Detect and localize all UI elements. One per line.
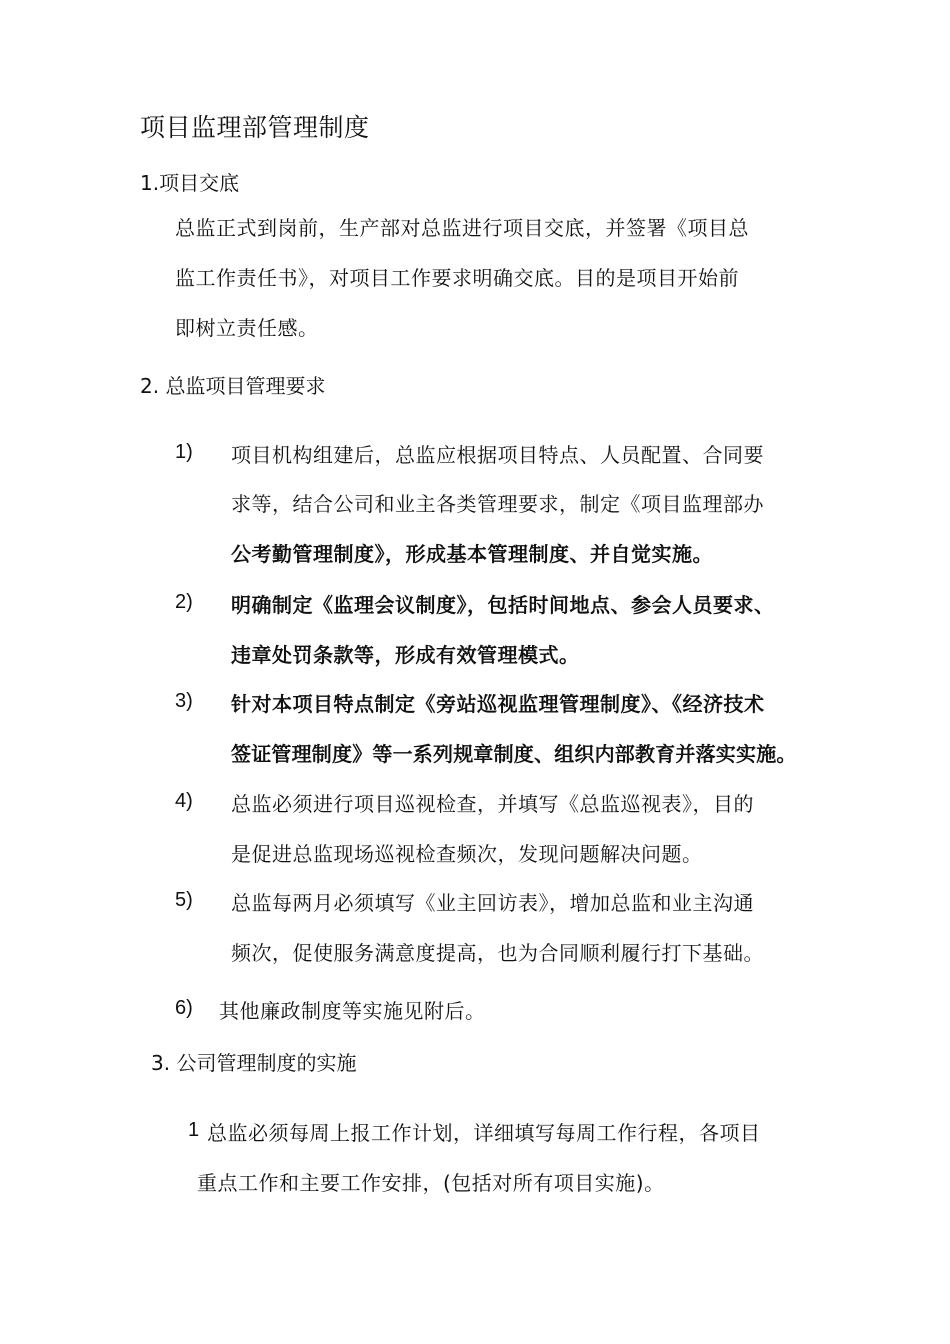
page-title: 项目监理部管理制度 [140, 113, 370, 142]
list-item-number: 4) [175, 790, 193, 812]
list-item-line: 总监必须进行项目巡视检查，并填写《总监巡视表》，目的 [231, 792, 754, 816]
list-item-number: 5) [175, 889, 193, 911]
section-heading-1: 1.项目交底 [140, 171, 240, 195]
section-1-line-2: 监工作责任书》，对项目工作要求明确交底。目的是项目开始前 [175, 266, 739, 290]
list-item-number: 1) [175, 441, 193, 463]
list-item-line: 公考勤管理制度》，形成基本管理制度、并自觉实施。 [231, 542, 713, 566]
list-item-line: 频次，促使服务满意度提高，也为合同顺利履行打下基础。 [231, 941, 764, 965]
list-item-line: 总监必须每周上报工作计划，详细填写每周工作行程，各项目 [207, 1121, 761, 1145]
list-item-line: 总监每两月必须填写《业主回访表》，增加总监和业主沟通 [231, 891, 754, 915]
list-item-line: 是促进总监现场巡视检查频次，发现问题解决问题。 [231, 842, 703, 866]
list-item-number: 6) [175, 997, 193, 1019]
list-item-line: 其他廉政制度等实施见附后。 [219, 999, 486, 1023]
section-1-line-1: 总监正式到岗前，生产部对总监进行项目交底，并签署《项目总 [175, 216, 749, 240]
list-item-line: 明确制定《监理会议制度》，包括时间地点、参会人员要求、 [231, 593, 775, 617]
section-heading-2: 2. 总监项目管理要求 [140, 374, 326, 398]
list-item-line: 项目机构组建后，总监应根据项目特点、人员配置、合同要 [231, 443, 764, 467]
list-item-line: 针对本项目特点制定《旁站巡视监理管理制度》、《经济技术 [231, 692, 765, 716]
list-item-line: 签证管理制度》等一系列规章制度、组织内部教育并落实实施。 [231, 742, 797, 766]
list-item-number: 1 [188, 1119, 200, 1141]
list-item-line: 重点工作和主要工作安排，(包括对所有项目实施)。 [197, 1171, 665, 1195]
section-heading-3: 3. 公司管理制度的实施 [151, 1051, 357, 1075]
list-item-number: 3) [175, 690, 193, 712]
list-item-line: 违章处罚条款等，形成有效管理模式。 [231, 643, 580, 667]
section-1-line-3: 即树立责任感。 [175, 316, 319, 340]
list-item-number: 2) [175, 591, 193, 613]
list-item-line: 求等，结合公司和业主各类管理要求，制定《项目监理部办 [231, 492, 764, 516]
